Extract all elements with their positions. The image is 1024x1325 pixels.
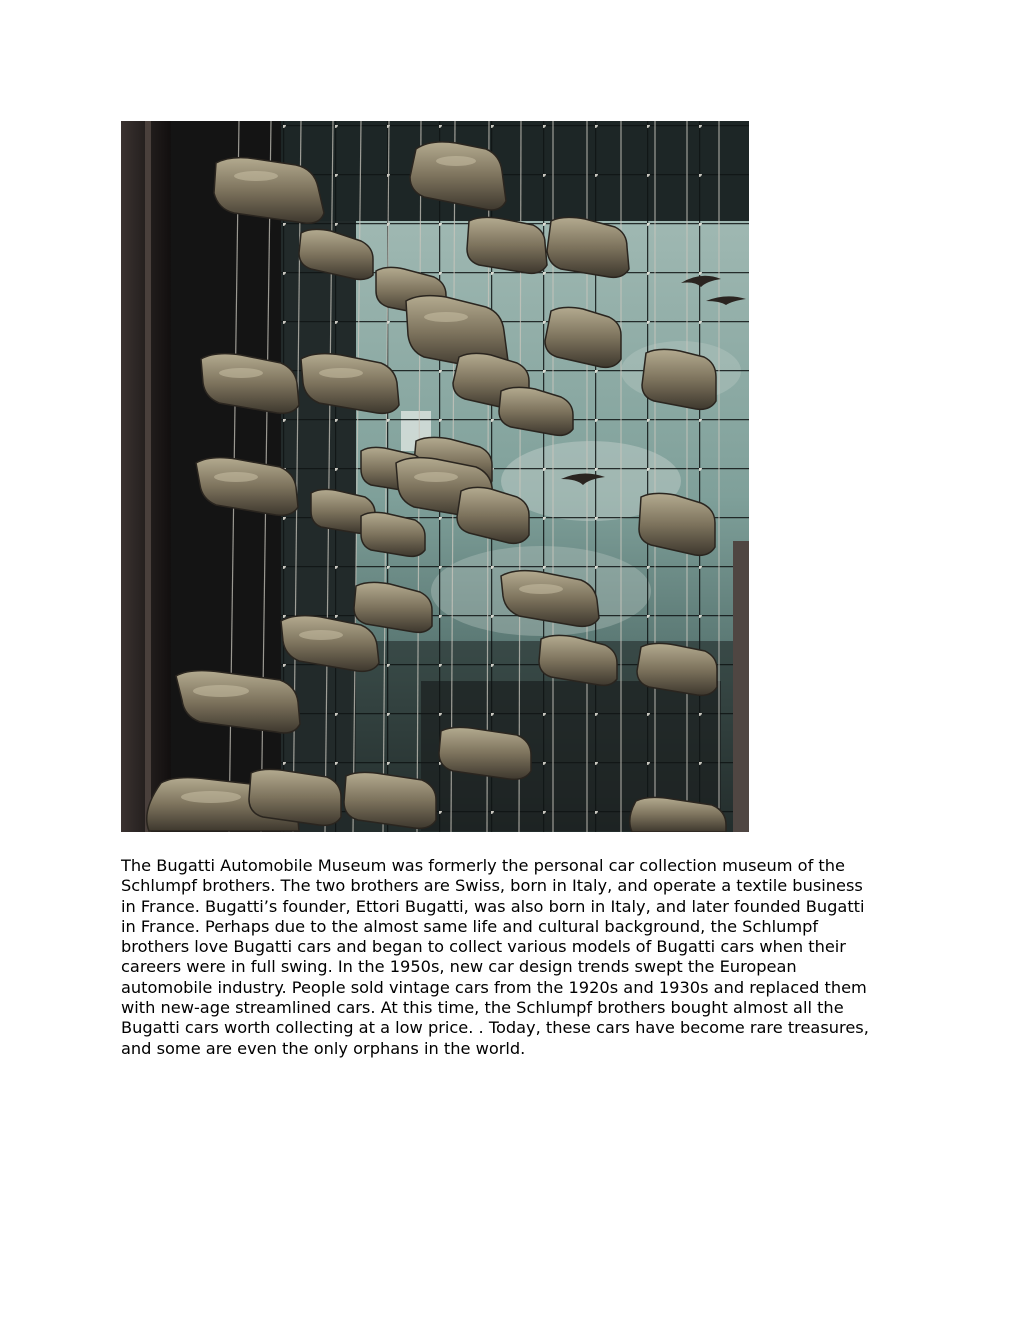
museum-facade-photo [121, 121, 749, 832]
museum-description: The Bugatti Automobile Museum was formerly the personal car collection museum of the Schlumpf brothers. The two brothers are Swiss, born in Italy, and operate a textile business in France. Bugatti’s founder, Ettori Bugatti, was also born in Italy, and later founded Bugatti in France. Perhaps due to the almost same life and cultural background, the Schlumpf brothers love Bugatti cars and began to collect various models of Bugatti cars when their careers were in full swing. In the 1950s, new car design trends swept the European automobile industry. People sold vintage cars from the 1920s and 1930s and replaced them with new-age streamlined cars. At this time, the Schlumpf brothers bought almost all the Bugatti cars worth collecting at a low price. . Today, these cars have become rare treasures, and some are even the only orphans in the world. [121, 856, 869, 1058]
photo-image [121, 121, 749, 832]
